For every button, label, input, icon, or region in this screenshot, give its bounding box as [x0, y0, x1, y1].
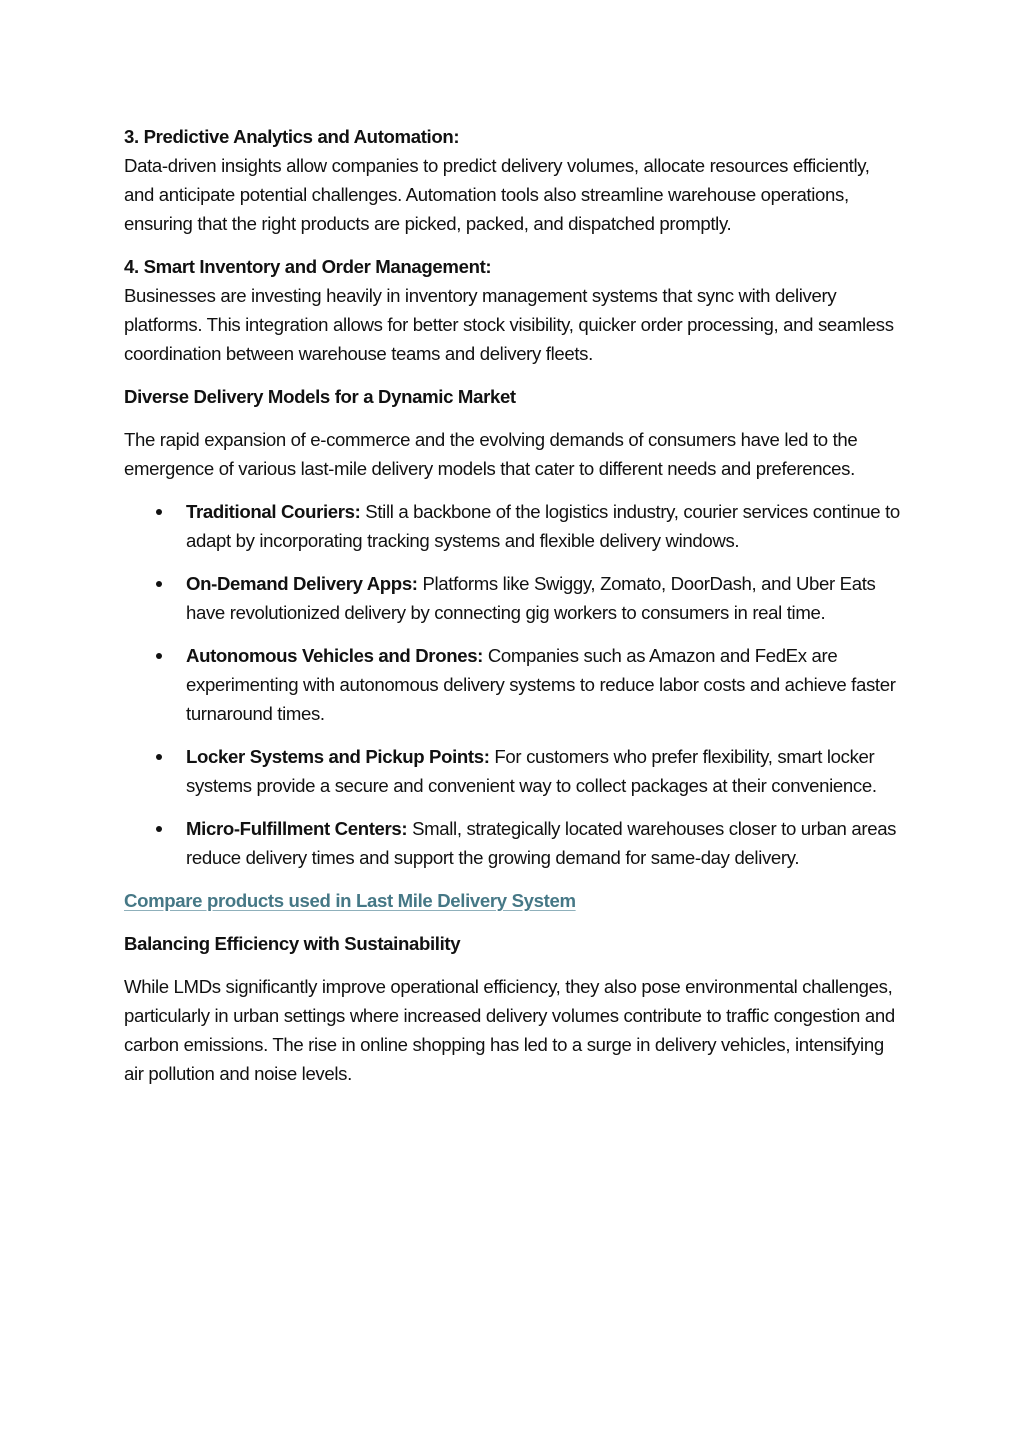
bullet-icon: [156, 653, 162, 659]
diverse-models-heading: Diverse Delivery Models for a Dynamic Market: [124, 386, 516, 407]
bullet-icon: [156, 509, 162, 515]
list-item: [124, 641, 904, 728]
compare-products-paragraph: [124, 886, 904, 915]
section-body: Data-driven insights allow companies to predict delivery volumes, allocate resources efficiently, and anticipate potential challenges. Automation tools also streamline warehouse operations, ensuring that the right products are picked, packed, and dispatched promptly.: [124, 155, 870, 234]
section-predictive-analytics: [124, 122, 904, 238]
list-item-text: Small, strategically located warehouses closer to urban areas reduce delivery times and support the growing demand for same-day delivery.: [186, 818, 897, 868]
list-item: [124, 814, 904, 872]
section-smart-inventory: [124, 252, 904, 368]
section-heading: 4. Smart Inventory and Order Management:: [124, 256, 492, 277]
list-item-text: Companies such as Amazon and FedEx are experimenting with autonomous delivery systems to reduce labor costs and achieve faster turnaround times.: [186, 645, 896, 724]
section-body: Businesses are investing heavily in inventory management systems that sync with delivery platforms. This integration allows for better stock visibility, quicker order processing, and seamless coordination between warehouse teams and delivery fleets.: [124, 285, 894, 364]
list-item-term: Traditional Couriers:: [186, 501, 361, 522]
diverse-models-intro: The rapid expansion of e-commerce and the evolving demands of consumers have led to the emergence of various last-mile delivery models that cater to different needs and preferences.: [124, 429, 858, 479]
list-item-text: Platforms like Swiggy, Zomato, DoorDash, and Uber Eats have revolutionized delivery by connecting gig workers to consumers in real time.: [186, 573, 876, 623]
bullet-icon: [156, 754, 162, 760]
compare-products-link[interactable]: Compare products used in Last Mile Delivery System: [124, 890, 576, 911]
list-item-term: Autonomous Vehicles and Drones:: [186, 645, 484, 666]
list-item-term: Micro-Fulfillment Centers:: [186, 818, 408, 839]
list-item-text: For customers who prefer flexibility, smart locker systems provide a secure and convenient way to collect packages at their convenience.: [186, 746, 877, 796]
document-page: [124, 122, 904, 1088]
list-item: [124, 569, 904, 627]
bullet-icon: [156, 826, 162, 832]
sustainability-heading: Balancing Efficiency with Sustainability: [124, 933, 461, 954]
list-item: [124, 497, 904, 555]
delivery-models-list: [124, 497, 904, 872]
sustainability-body: While LMDs significantly improve operational efficiency, they also pose environmental challenges, particularly in urban settings where increased delivery volumes contribute to traffic congestion and carbon emissions. The rise in online shopping has led to a surge in delivery vehicles, intensifying air pollution and noise levels.: [124, 976, 895, 1084]
bullet-icon: [156, 581, 162, 587]
list-item: [124, 742, 904, 800]
section-heading: 3. Predictive Analytics and Automation:: [124, 126, 460, 147]
list-item-term: On-Demand Delivery Apps:: [186, 573, 418, 594]
list-item-text: Still a backbone of the logistics industry, courier services continue to adapt by incorporating tracking systems and flexible delivery windows.: [186, 501, 900, 551]
list-item-term: Locker Systems and Pickup Points:: [186, 746, 490, 767]
